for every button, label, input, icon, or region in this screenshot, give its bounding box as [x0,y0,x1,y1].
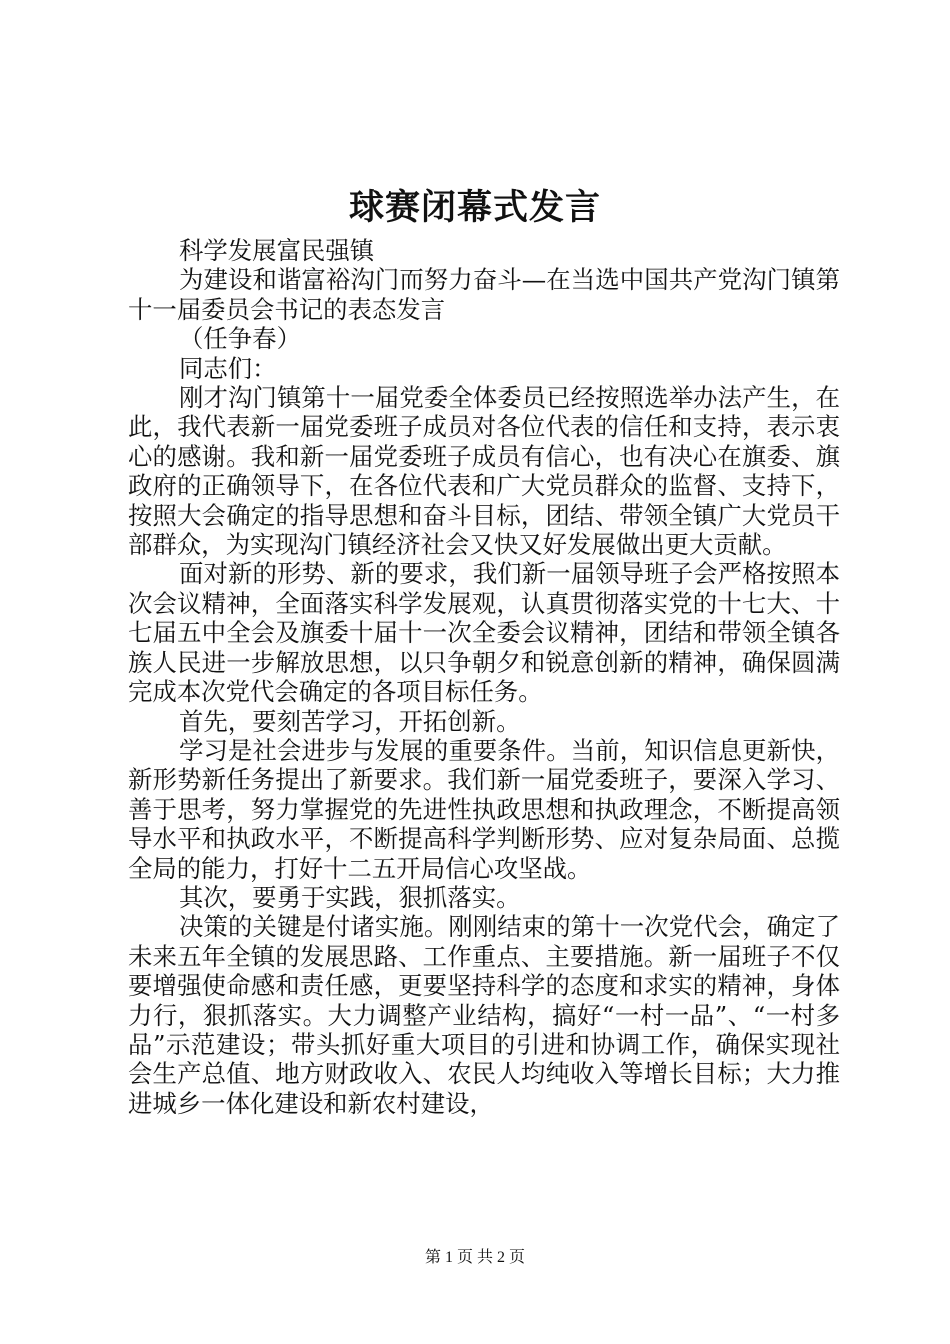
paragraph-author: （任争春） [179,324,301,354]
paragraph-point-heading: 其次，要勇于实践，狠抓落实。 [179,882,521,912]
paragraph-point-heading: 首先，要刻苦学习，开拓创新。 [179,706,521,736]
paragraph-body: 学习是社会进步与发展的重要条件。当前，知识信息更新快，新形势新任务提出了新要求。我们新一届党委班子，要深入学习、善于思考，努力掌握党的先进性执政思想和执政理念，不断提高领导水平和执政水平，不断提高科学判断形势、应对复杂局面、总揽全局的能力，打好十二五开局信心攻坚战。 [128,735,840,883]
page-footer: 第 1 页 共 2 页 [424,1249,525,1266]
paragraph-heading: 为建设和谐富裕沟门而努力奋斗—在当选中国共产党沟门镇第十一届委员会书记的表态发言 [128,265,840,324]
paragraph-body: 面对新的形势、新的要求，我们新一届领导班子会严格按照本次会议精神，全面落实科学发展观，认真贯彻落实党的十七大、十七届五中全会及旗委十届十一次全委会议精神，团结和带领全镇各族人民进一步解放思想，以只争朝夕和锐意创新的精神，确保圆满完成本次党代会确定的各项目标任务。 [128,559,840,707]
paragraph-salutation: 同志们： [179,353,277,383]
document-title: 球赛闭幕式发言 [348,187,601,228]
document-body [128,236,840,1118]
paragraph-subtitle: 科学发展富民强镇 [179,236,375,265]
paragraph-body: 决策的关键是付诸实施。刚刚结束的第十一次党代会，确定了未来五年全镇的发展思路、工作重点、主要措施。新一届班子不仅要增强使命感和责任感，更要坚持科学的态度和求实的精神，身体力行，狠抓落实。大力调整产业结构，搞好“一村一品”、“一村多品”示范建设；带头抓好重大项目的引进和协调工作，确保实现社会生产总值、地方财政收入、农民人均纯收入等增长目标；大力推进城乡一体化建设和新农村建设， [128,912,840,1118]
paragraph-body: 刚才沟门镇第十一届党委全体委员已经按照选举办法产生，在此，我代表新一届党委班子成员对各位代表的信任和支持，表示衷心的感谢。我和新一届党委班子成员有信心，也有决心在旗委、旗政府的正确领导下，在各位代表和广大党员群众的监督、支持下，按照大会确定的指导思想和奋斗目标，团结、带领全镇广大党员干部群众，为实现沟门镇经济社会又快又好发展做出更大贡献。 [128,383,840,560]
